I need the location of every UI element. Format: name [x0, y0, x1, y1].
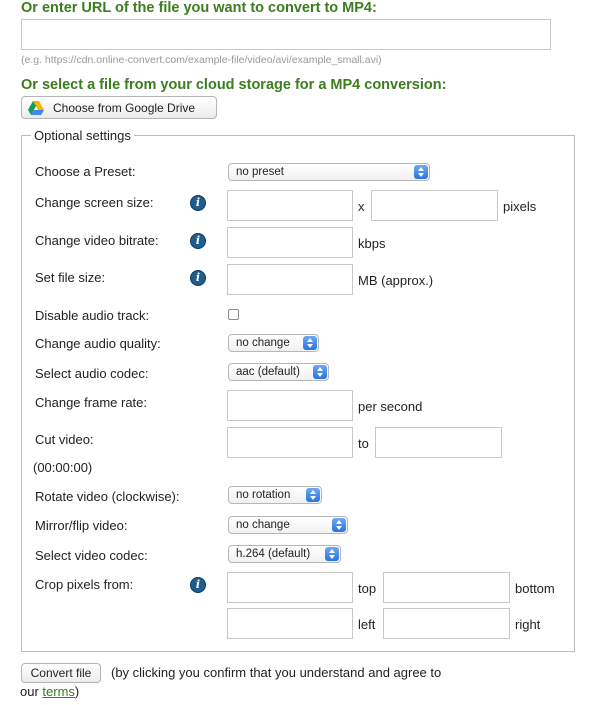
audio-quality-select-value: no change [236, 337, 290, 349]
frame-rate-input[interactable] [227, 390, 353, 421]
cloud-heading: Or select a file from your cloud storage for a MP4 conversion: [21, 77, 447, 93]
bitrate-input[interactable] [227, 227, 353, 258]
screen-height-input[interactable] [371, 190, 498, 221]
url-input[interactable] [21, 19, 551, 50]
info-icon[interactable]: i [190, 233, 206, 249]
frame-rate-label: Change frame rate: [35, 395, 148, 410]
screen-width-input[interactable] [227, 190, 353, 221]
close-paren: ) [74, 684, 80, 699]
crop-left-label: left [358, 617, 376, 632]
audio-codec-select[interactable] [228, 363, 329, 381]
audio-codec-select-value: aac (default) [236, 366, 300, 378]
frame-rate-unit: per second [358, 399, 423, 414]
video-codec-label: Select video codec: [35, 548, 148, 563]
preset-label: Choose a Preset: [35, 164, 136, 179]
audio-quality-select[interactable] [228, 334, 319, 352]
rotate-select-value: no rotation [236, 489, 291, 501]
mirror-select[interactable] [228, 516, 348, 534]
crop-bottom-input[interactable] [383, 572, 510, 603]
preset-select-value: no preset [236, 166, 284, 178]
url-example-hint: (e.g. https://cdn.online-convert.com/example-file/video/avi/example_small.avi) [21, 54, 382, 66]
cut-video-format-hint: (00:00:00) [33, 460, 93, 475]
disable-audio-checkbox[interactable] [228, 309, 239, 320]
our-text: our [20, 684, 43, 699]
crop-label: Crop pixels from: [35, 577, 134, 592]
preset-select[interactable] [228, 163, 430, 181]
url-heading: Or enter URL of the file you want to convert to MP4: [21, 0, 377, 16]
select-arrows-icon [303, 336, 317, 350]
select-arrows-icon [332, 518, 346, 532]
convert-file-label: Convert file [30, 666, 92, 680]
rotate-label: Rotate video (clockwise): [35, 489, 180, 504]
screen-size-separator: x [358, 199, 365, 214]
rotate-select[interactable] [228, 486, 322, 504]
select-arrows-icon [414, 165, 428, 179]
cut-video-label: Cut video: [35, 432, 94, 447]
bitrate-unit: kbps [358, 236, 386, 251]
crop-right-label: right [515, 617, 541, 632]
crop-right-input[interactable] [383, 608, 510, 639]
agreement-text: (by clicking you confirm that you understand and agree to [111, 665, 442, 680]
file-size-unit: MB (approx.) [358, 273, 434, 288]
file-size-label: Set file size: [35, 270, 106, 285]
file-size-input[interactable] [227, 264, 353, 295]
cut-video-to-input[interactable] [375, 427, 502, 458]
mirror-label: Mirror/flip video: [35, 518, 128, 533]
crop-top-label: top [358, 581, 377, 596]
video-codec-select-value: h.264 (default) [236, 548, 311, 560]
crop-left-input[interactable] [227, 608, 353, 639]
info-icon[interactable]: i [190, 195, 206, 211]
crop-top-input[interactable] [227, 572, 353, 603]
cut-video-from-input[interactable] [227, 427, 353, 458]
select-arrows-icon [325, 547, 339, 561]
screen-size-unit: pixels [503, 199, 537, 214]
audio-codec-label: Select audio codec: [35, 366, 149, 381]
screen-size-label: Change screen size: [35, 195, 154, 210]
google-drive-icon [28, 101, 44, 115]
agreement-text-continued [20, 684, 79, 699]
disable-audio-label: Disable audio track: [35, 308, 150, 323]
info-icon[interactable]: i [190, 577, 206, 593]
crop-bottom-label: bottom [515, 581, 555, 596]
google-drive-label: Choose from Google Drive [53, 100, 196, 115]
select-arrows-icon [313, 365, 327, 379]
video-codec-select[interactable] [228, 545, 341, 563]
select-arrows-icon [306, 488, 320, 502]
terms-link[interactable]: terms [42, 684, 75, 699]
google-drive-button[interactable] [21, 96, 217, 119]
mirror-select-value: no change [236, 519, 290, 531]
info-icon[interactable]: i [190, 270, 206, 286]
audio-quality-label: Change audio quality: [35, 336, 161, 351]
cut-video-to-label: to [358, 436, 369, 451]
optional-settings-legend: Optional settings [34, 128, 131, 143]
bitrate-label: Change video bitrate: [35, 233, 159, 248]
convert-file-button[interactable] [21, 663, 101, 683]
